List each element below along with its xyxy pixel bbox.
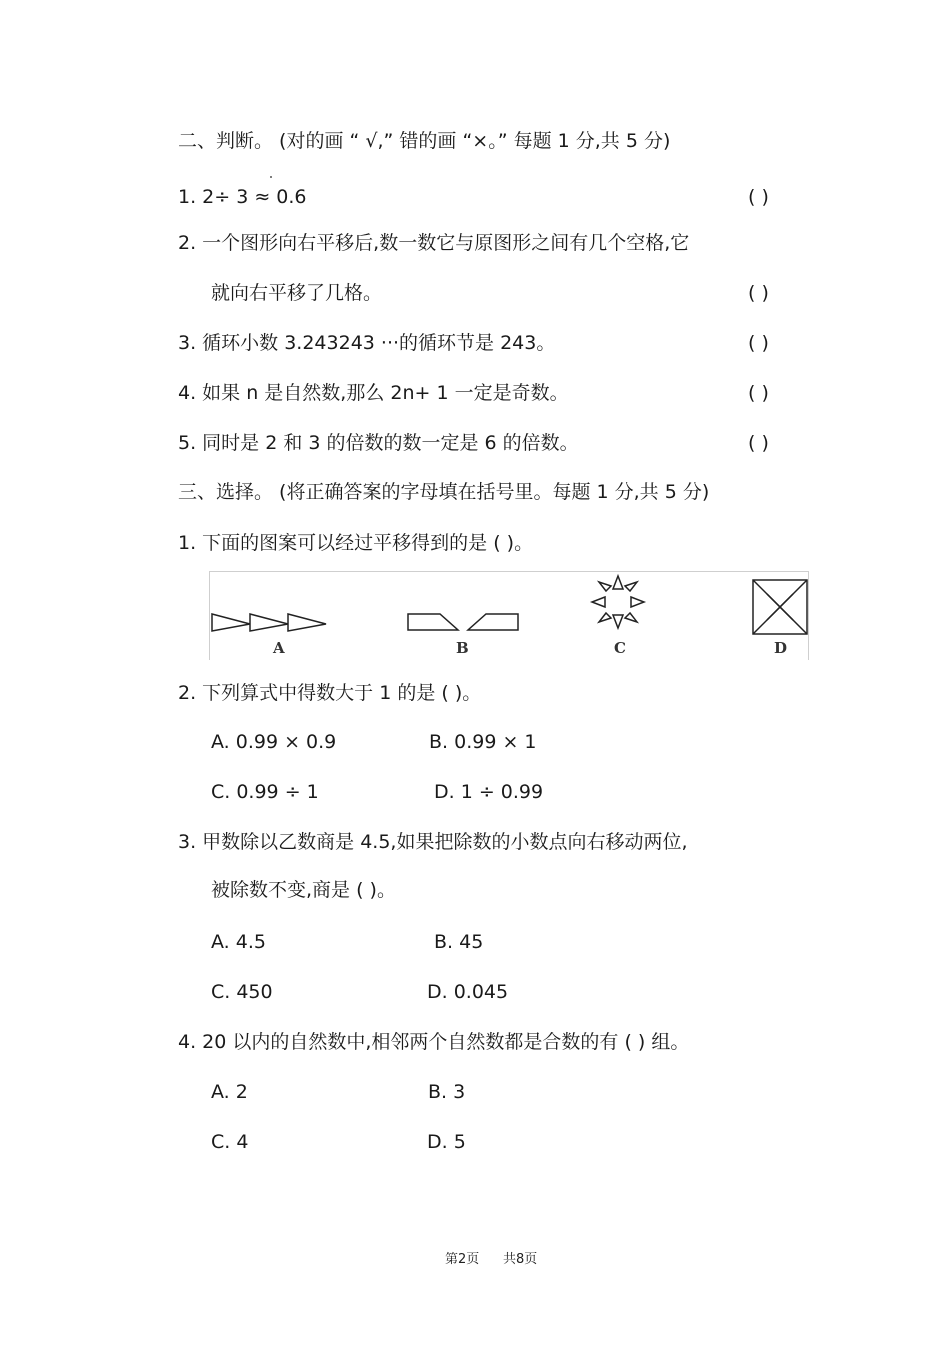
choice-question-3-continued: 被除数不变,商是 ( )。: [211, 879, 396, 901]
q2-option-a[interactable]: A. 0.99 × 0.9: [211, 731, 337, 753]
q2-option-c[interactable]: C. 0.99 ÷ 1: [211, 781, 319, 803]
answer-paren-3[interactable]: ( ): [748, 332, 769, 354]
figure-a-triangle-2: [250, 614, 288, 631]
q4-option-b[interactable]: B. 3: [428, 1081, 466, 1103]
figure-d-square: [753, 580, 807, 634]
answer-paren-4[interactable]: ( ): [748, 382, 769, 404]
q3-option-b[interactable]: B. 45: [434, 931, 484, 953]
q2-option-b[interactable]: B. 0.99 × 1: [429, 731, 537, 753]
judge-item-4: 4. 如果 n 是自然数,那么 2n+ 1 一定是奇数。: [178, 382, 569, 404]
judge-item-2: 2. 一个图形向右平移后,数一数它与原图形之间有几个空格,它: [178, 232, 690, 254]
q2-option-d[interactable]: D. 1 ÷ 0.99: [434, 781, 544, 803]
figure-b-trapezoid-2: [468, 614, 518, 630]
q4-option-c[interactable]: C. 4: [211, 1131, 249, 1153]
figure-label-a: A: [273, 639, 285, 657]
answer-paren-1[interactable]: ( ): [748, 186, 769, 208]
figure-a-triangle-3: [288, 614, 326, 631]
pattern-figures: [209, 571, 809, 660]
footer-page-number: 第2页: [445, 1252, 480, 1267]
judge-item-1: 1. 2÷ 3 ≈ 0.6: [178, 186, 307, 208]
q4-option-d[interactable]: D. 5: [427, 1131, 466, 1153]
judge-item-5: 5. 同时是 2 和 3 的倍数的数一定是 6 的倍数。: [178, 432, 579, 454]
figure-c-ring: [592, 576, 644, 628]
q3-option-c[interactable]: C. 450: [211, 981, 273, 1003]
choice-question-3: 3. 甲数除以乙数商是 4.5,如果把除数的小数点向右移动两位,: [178, 831, 688, 853]
repeating-dot-mark: [270, 176, 272, 178]
footer-total-pages: 共8页: [503, 1252, 538, 1267]
figure-b-trapezoid-1: [408, 614, 458, 630]
section-2-heading: 二、判断。 (对的画 “ √,” 错的画 “×。” 每题 1 分,共 5 分): [178, 130, 671, 152]
figure-label-c: C: [614, 639, 626, 657]
pattern-figures-drawing: [210, 572, 808, 660]
figure-label-b: B: [456, 639, 469, 657]
judge-item-3: 3. 循环小数 3.243243 ···的循环节是 243。: [178, 332, 556, 354]
answer-paren-5[interactable]: ( ): [748, 432, 769, 454]
section-3-heading: 三、选择。 (将正确答案的字母填在括号里。每题 1 分,共 5 分): [178, 481, 710, 503]
q3-option-d[interactable]: D. 0.045: [427, 981, 509, 1003]
figure-label-d: D: [774, 639, 788, 657]
answer-paren-2[interactable]: ( ): [748, 282, 769, 304]
figure-a-triangle-1: [212, 614, 250, 631]
choice-question-1: 1. 下面的图案可以经过平移得到的是 ( )。: [178, 532, 534, 554]
choice-question-4: 4. 20 以内的自然数中,相邻两个自然数都是合数的有 ( ) 组。: [178, 1031, 690, 1053]
judge-item-2-continued: 就向右平移了几格。: [211, 282, 383, 304]
q3-option-a[interactable]: A. 4.5: [211, 931, 266, 953]
choice-question-2: 2. 下列算式中得数大于 1 的是 ( )。: [178, 682, 482, 704]
q4-option-a[interactable]: A. 2: [211, 1081, 248, 1103]
